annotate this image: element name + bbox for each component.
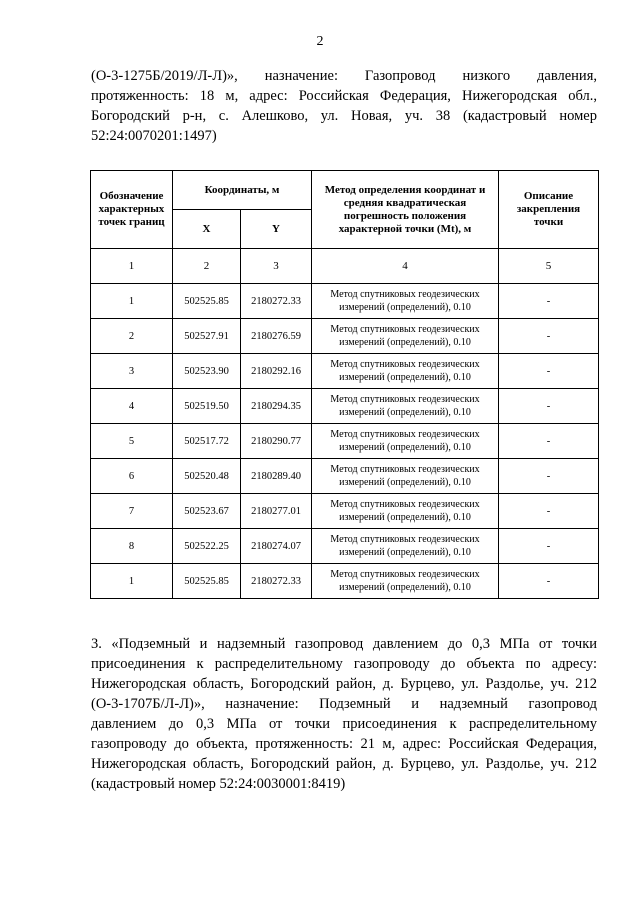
cell-description: - xyxy=(499,529,599,564)
cell-method: Метод спутниковых геодезических измерений (определений), 0.10 xyxy=(312,284,499,319)
paragraph-line: (О-3-1275Б/2019/Л-Л)», назначение: Газопровод низкого давления, xyxy=(91,68,597,84)
cell-method: Метод спутниковых геодезических измерений (определений), 0.10 xyxy=(312,459,499,494)
cell-method: Метод спутниковых геодезических измерений (определений), 0.10 xyxy=(312,389,499,424)
coordinates-table xyxy=(90,170,599,599)
paragraph-line: (О-3-1707Б/Л-Л)», назначение: Подземный и надземный газопровод xyxy=(91,696,597,712)
cell-method: Метод спутниковых геодезических измерений (определений), 0.10 xyxy=(312,319,499,354)
table-row xyxy=(91,494,599,529)
paragraph-line: Нижегородская область, Богородский район, д. Бурцево, ул. Раздолье, уч. 212 xyxy=(91,676,597,692)
paragraph-line: 3. «Подземный и надземный газопровод давлением до 0,3 МПа от точки xyxy=(91,636,597,652)
cell-description: - xyxy=(499,319,599,354)
page-number: 2 xyxy=(316,34,324,49)
table-body xyxy=(91,284,599,599)
cell-x: 502523.90 xyxy=(173,354,241,389)
header-coordinates: Координаты, м xyxy=(173,171,312,210)
table-row xyxy=(91,564,599,599)
table-row xyxy=(91,319,599,354)
cell-y: 2180294.35 xyxy=(241,389,312,424)
cell-description: - xyxy=(499,354,599,389)
cell-y: 2180292.16 xyxy=(241,354,312,389)
cell-description: - xyxy=(499,389,599,424)
cell-x: 502525.85 xyxy=(173,284,241,319)
cell-x: 502519.50 xyxy=(173,389,241,424)
cell-x: 502522.25 xyxy=(173,529,241,564)
cell-point: 4 xyxy=(91,389,173,424)
cell-point: 2 xyxy=(91,319,173,354)
cell-y: 2180289.40 xyxy=(241,459,312,494)
table-row xyxy=(91,389,599,424)
column-number: 1 xyxy=(91,249,173,284)
cell-point: 3 xyxy=(91,354,173,389)
column-number: 5 xyxy=(499,249,599,284)
column-number-row xyxy=(91,249,599,284)
cell-x: 502525.85 xyxy=(173,564,241,599)
paragraph-line: 52:24:0070201:1497) xyxy=(91,128,217,144)
cell-point: 1 xyxy=(91,284,173,319)
cell-y: 2180272.33 xyxy=(241,284,312,319)
cell-description: - xyxy=(499,459,599,494)
cell-x: 502523.67 xyxy=(173,494,241,529)
cell-y: 2180277.01 xyxy=(241,494,312,529)
cell-x: 502520.48 xyxy=(173,459,241,494)
cell-point: 8 xyxy=(91,529,173,564)
table-row xyxy=(91,424,599,459)
paragraph-line: газопроводу до объекта, протяженность: 21 м, адрес: Российская Федерация, xyxy=(91,736,597,752)
column-number: 3 xyxy=(241,249,312,284)
cell-description: - xyxy=(499,564,599,599)
cell-method: Метод спутниковых геодезических измерений (определений), 0.10 xyxy=(312,494,499,529)
paragraph-object-2 xyxy=(91,66,597,146)
paragraph-line: (кадастровый номер 52:24:0030001:8419) xyxy=(91,776,346,792)
table-row xyxy=(91,459,599,494)
header-point-designation: Обозначение характерных точек границ xyxy=(91,171,173,249)
paragraph-line: Богородский р-н, с. Алешково, ул. Новая, уч. 38 (кадастровый номер xyxy=(91,108,597,124)
column-number: 2 xyxy=(173,249,241,284)
cell-point: 7 xyxy=(91,494,173,529)
paragraph-line: присоединения к распределительному газопроводу до объекта по адресу: xyxy=(91,656,597,672)
cell-description: - xyxy=(499,424,599,459)
column-number: 4 xyxy=(312,249,499,284)
paragraph-line: протяженность: 18 м, адрес: Российская Федерация, Нижегородская обл., xyxy=(91,88,597,104)
cell-point: 1 xyxy=(91,564,173,599)
paragraph-line: Нижегородская область, Богородский район, д. Бурцево, ул. Раздолье, уч. 212 xyxy=(91,756,597,772)
paragraph-line: давлением до 0,3 МПа от точки присоединения к распределительному xyxy=(91,716,597,732)
cell-method: Метод спутниковых геодезических измерений (определений), 0.10 xyxy=(312,564,499,599)
cell-y: 2180274.07 xyxy=(241,529,312,564)
cell-method: Метод спутниковых геодезических измерений (определений), 0.10 xyxy=(312,529,499,564)
table-row xyxy=(91,284,599,319)
cell-description: - xyxy=(499,494,599,529)
header-x: X xyxy=(173,210,241,249)
cell-x: 502527.91 xyxy=(173,319,241,354)
cell-y: 2180276.59 xyxy=(241,319,312,354)
header-description: Описание закрепления точки xyxy=(499,171,599,249)
cell-description: - xyxy=(499,284,599,319)
header-method: Метод определения координат и средняя квадратическая погрешность положения характерной точки (Mt), м xyxy=(312,171,499,249)
cell-method: Метод спутниковых геодезических измерений (определений), 0.10 xyxy=(312,424,499,459)
cell-x: 502517.72 xyxy=(173,424,241,459)
cell-y: 2180272.33 xyxy=(241,564,312,599)
cell-point: 6 xyxy=(91,459,173,494)
table-row xyxy=(91,529,599,564)
cell-point: 5 xyxy=(91,424,173,459)
paragraph-object-3 xyxy=(91,634,597,794)
cell-method: Метод спутниковых геодезических измерений (определений), 0.10 xyxy=(312,354,499,389)
header-y: Y xyxy=(241,210,312,249)
table-row xyxy=(91,354,599,389)
cell-y: 2180290.77 xyxy=(241,424,312,459)
